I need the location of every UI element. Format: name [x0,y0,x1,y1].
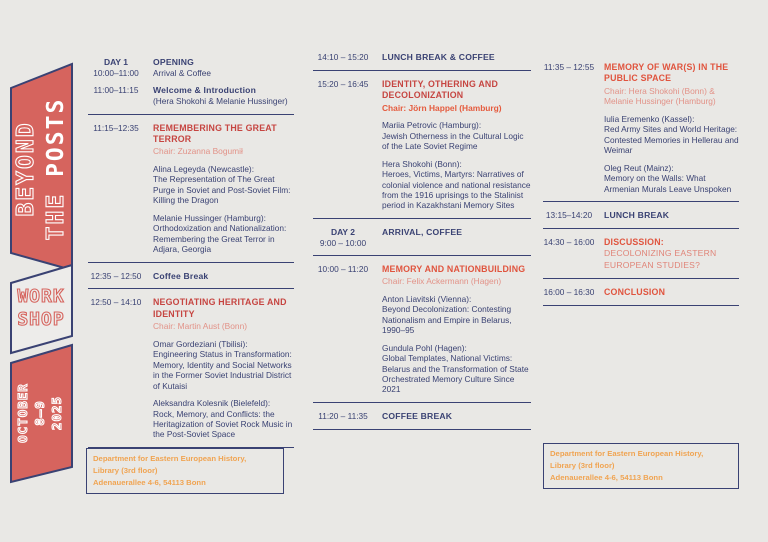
entry-title: OPENING [153,57,195,67]
banner-date-range: 8–9 [31,400,47,426]
talk-title: Memory on the Walls: What Armenian Murals Leave Unspoken [604,173,732,194]
section-divider [313,70,531,71]
banner-title [12,68,76,270]
section-divider [313,402,531,403]
time-label: 12:35 – 12:50 [90,270,142,281]
banner-date-label [15,353,67,473]
time-cell [313,227,373,248]
session-remembering-great-terror [88,123,294,255]
entry-coffee-break-2 [313,411,531,422]
entry-subtitle: Arrival & Coffee [153,67,211,78]
banner-word-shop: SHOP [17,308,65,330]
session-memory-nationbuilding [313,264,531,395]
time-label: 15:20 – 16:45 [317,78,369,89]
entry-subtitle: DECOLONIZING EASTERN EUROPEAN STUDIES? [604,248,717,270]
talk [382,120,531,151]
talk [153,213,294,255]
venue-line-3: Adenauerallee 4-6, 54113 Bonn [550,472,663,482]
venue-line-3: Adenauerallee 4-6, 54113 Bonn [93,477,206,487]
talk [604,114,739,156]
entry-subtitle: (Hera Shokohi & Melanie Hussinger) [153,96,288,107]
session-memory-of-wars [543,62,739,194]
program-column-1 [88,57,294,456]
section-divider [88,288,294,289]
entry-coffee-break-1 [88,271,294,282]
section-divider [543,228,739,229]
program-column-3 [543,62,739,314]
time-cell [313,411,373,422]
entry-title: LUNCH BREAK [604,210,670,221]
venue-line-1: Department for Eastern European History, [550,449,704,458]
banner-word-october: OCTOBER [15,383,30,443]
entry-content [382,411,531,422]
session-title: NEGOTIATING HERITAGE AND IDENTITY [153,297,287,319]
talk-title: Beyond Decolonization: Contesting Nationalism and Empire in Belarus, 1990–95 [382,304,512,336]
entry-discussion [543,237,739,271]
session-content [382,264,531,395]
talk-speaker: Aleksandra Kolesnik (Bielefeld): [153,398,271,409]
talk-speaker: Oleg Reut (Mainz): [604,162,674,173]
entry-arrival-coffee [313,227,531,248]
venue-note-left [86,448,284,494]
entry-title: ARRIVAL, COFFEE [382,226,463,237]
banner-word-beyond: BEYOND [13,121,39,217]
time-label: 13:15–14:20 [545,210,593,221]
talk [604,163,739,194]
talk-title: Orthodoxization and Nationalization: Remembering the Great Terror in Adjara, Georgia [153,223,287,255]
section-divider [543,201,739,202]
time-cell [88,123,144,255]
talk-title: Rock, Memory, and Conflicts: the Heritagization of Soviet Rock Music in the Post-Soviet Space [153,408,293,440]
time-label: 16:00 – 16:30 [543,286,595,297]
venue-line-1: Department for Eastern European History, [93,454,247,463]
talk-speaker: Mariia Petrovic (Hamburg): [382,120,482,131]
entry-content [604,237,739,271]
banner-word-work: WORK [17,286,65,307]
entry-content [604,287,739,298]
session-chair: Chair: Jörn Happel (Hamburg) [382,102,502,113]
banner-word-the: THE [42,192,69,241]
entry-title: Coffee Break [153,270,209,281]
session-content [153,123,294,255]
entry-conclusion [543,287,739,298]
talk-title: The Representation of The Great Purge in Soviet and Post-Soviet Film: Killing the Dragon [153,174,291,206]
entry-lunch-break-coffee [313,52,531,63]
time-label: 14:10 – 15:20 [317,52,369,62]
venue-line-2: Library (3rd floor) [550,460,615,470]
talk-title: Engineering Status in Transformation: Memory, Identity and Social Networks in the Former Soviet Industrial District of Kutaisi [153,349,292,391]
entry-title: CONCLUSION [604,286,666,297]
talk-speaker: Omar Gordeziani (Tbilisi): [153,338,248,349]
entry-lunch-break-2 [543,210,739,221]
section-divider [543,278,739,279]
entry-content [604,210,739,221]
entry-opening [88,57,294,78]
talk [382,294,531,336]
venue-note-right [543,443,739,489]
entry-title: LUNCH BREAK & COFFEE [382,52,495,62]
session-negotiating-heritage [88,297,294,440]
talk-title: Heroes, Victims, Martyrs: Narratives of colonial violence and national resistance from the 1916 uprisings to the Stalinist period in Kazakhstani Memory Sites [382,169,531,211]
session-chair: Chair: Hera Shokohi (Bonn) & Melanie Hussinger (Hamburg) [604,85,716,107]
section-divider [313,255,531,256]
day-label: DAY 1 [103,57,129,67]
session-identity-othering [313,79,531,211]
time-label: 10:00–11:00 [93,67,139,78]
time-cell [313,264,373,395]
time-cell [543,62,595,194]
time-label: 14:30 – 16:00 [543,237,595,247]
talk-speaker: Anton Liavitski (Vienna): [382,293,472,304]
section-divider [88,114,294,115]
section-divider [313,429,531,430]
time-cell [88,85,144,106]
time-label: 11:35 – 12:55 [543,62,595,72]
talk-title: Red Army Sites and World Heritage: Contested Memories in Hellerau and Weimar [604,124,739,156]
session-chair: Chair: Zuzanna Bogumił [153,146,243,157]
talk [153,339,294,391]
section-divider [543,305,739,306]
section-divider [313,218,531,219]
section-divider [88,262,294,263]
session-title: REMEMBERING THE GREAT TERROR [153,122,277,144]
time-label: 9:00 – 10:00 [319,237,367,248]
entry-content [153,271,294,282]
session-title: IDENTITY, OTHERING AND DECOLONIZATION [382,78,498,101]
time-cell [313,52,373,63]
talk-speaker: Melanie Hussinger (Hamburg): [153,212,266,223]
talk [153,398,294,440]
banner-workshop-label [10,286,72,331]
program-column-2 [313,52,531,438]
talk [382,159,531,211]
time-cell [313,79,373,211]
entry-content [382,52,531,63]
session-content [153,297,294,440]
talk-title: Global Templates, National Victims: Belarus and the Transformation of State Orchestrated Memory Culture Since 2021 [382,353,529,395]
time-label: 11:00–11:15 [93,85,139,96]
session-chair: Chair: Felix Ackermann (Hagen) [382,276,502,287]
talk-title: Jewish Otherness in the Cultural Logic of the Late Soviet Regime [382,130,524,152]
talk-speaker: Alina Legeyda (Newcastle): [153,163,254,174]
session-title: MEMORY AND NATIONBUILDING [382,263,526,274]
day-label: DAY 2 [330,226,356,237]
banner-title-beyond [12,68,42,270]
talk-speaker: Hera Shokohi (Bonn): [382,158,462,169]
entry-title: COFFEE BREAK [382,410,453,421]
talk-speaker: Gundula Pohl (Hagen): [382,342,467,353]
entry-welcome [88,85,294,106]
banner-title-the-posts [42,68,72,270]
entry-content [382,227,531,248]
time-label: 12:50 – 14:10 [90,297,142,308]
time-cell [88,297,144,440]
time-cell [543,287,595,298]
time-cell [88,57,144,78]
venue-line-2: Library (3rd floor) [93,465,158,475]
talk-speaker: Iulia Eremenko (Kassel): [604,114,695,124]
entry-content [153,85,294,106]
talk [153,164,294,206]
banner-word-posts: POSTS [42,97,69,177]
talk [382,343,531,395]
time-label: 11:20 – 11:35 [318,410,368,421]
time-cell [88,271,144,282]
time-label: 10:00 – 11:20 [317,263,369,274]
session-chair: Chair: Martin Aust (Bonn) [153,321,248,332]
time-label: 11:15–12:35 [93,122,139,133]
entry-title: Welcome & Introduction [153,85,257,96]
entry-content [153,57,294,78]
session-content [604,62,739,194]
time-cell [543,210,595,221]
session-content [382,79,531,211]
banner-year: 2025 [48,395,64,431]
session-title: MEMORY OF WAR(S) IN THE PUBLIC SPACE [604,62,729,84]
time-cell [543,237,595,271]
entry-title: DISCUSSION: [604,237,664,247]
